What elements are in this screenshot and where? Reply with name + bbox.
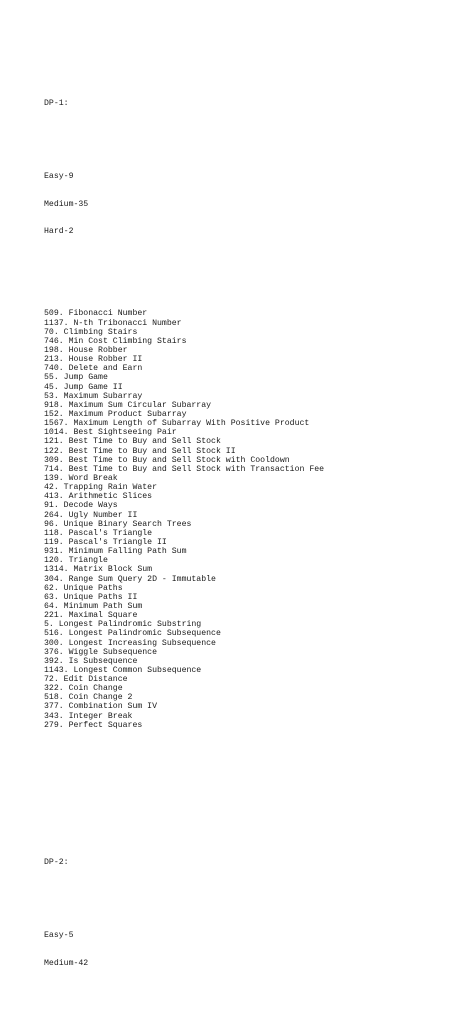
section-dp-2 bbox=[44, 840, 464, 1005]
problem-item: 45. Jump Game II bbox=[44, 382, 123, 392]
problem-item: 53. Maximum Subarray bbox=[44, 391, 143, 401]
problem-item: 96. Unique Binary Search Trees bbox=[44, 519, 192, 529]
problem-item: 392. Is Subsequence bbox=[44, 656, 138, 666]
problem-item: 279. Perfect Squares bbox=[44, 720, 143, 730]
problem-item: 213. House Robber II bbox=[44, 355, 143, 365]
problem-list bbox=[44, 309, 464, 729]
problem-item: 1143. Longest Common Subsequence bbox=[44, 665, 202, 675]
section-heading: DP-1: bbox=[44, 98, 69, 108]
difficulty-counts bbox=[44, 913, 464, 986]
problem-item: 264. Ugly Number II bbox=[44, 510, 138, 520]
problem-item: 1314. Matrix Block Sum bbox=[44, 565, 153, 575]
problem-item: 42. Trapping Rain Water bbox=[44, 483, 158, 493]
problem-item: 343. Integer Break bbox=[44, 711, 133, 721]
document-text bbox=[44, 44, 464, 1032]
problem-item: 322. Coin Change bbox=[44, 684, 123, 694]
problem-item: 1567. Maximum Length of Subarray With Positive Product bbox=[44, 419, 310, 429]
problem-item: 300. Longest Increasing Subsequence bbox=[44, 638, 216, 648]
problem-item: 91. Decode Ways bbox=[44, 501, 118, 511]
problem-item: 64. Minimum Path Sum bbox=[44, 601, 143, 611]
problem-item: 121. Best Time to Buy and Sell Stock bbox=[44, 437, 221, 447]
section-dp-1 bbox=[44, 81, 464, 749]
problem-item: 118. Pascal's Triangle bbox=[44, 528, 153, 538]
problem-item: 1137. N-th Tribonacci Number bbox=[44, 318, 182, 328]
problem-item: 516. Longest Palindromic Subsequence bbox=[44, 629, 221, 639]
problem-item: 55. Jump Game bbox=[44, 373, 108, 383]
problem-item: 1014. Best Sightseeing Pair bbox=[44, 428, 177, 438]
problem-item: 309. Best Time to Buy and Sell Stock with Cooldown bbox=[44, 455, 290, 465]
difficulty-counts bbox=[44, 154, 464, 255]
blank-line bbox=[44, 126, 464, 135]
problem-item: 221. Maximal Square bbox=[44, 611, 138, 621]
problem-item: 62. Unique Paths bbox=[44, 583, 123, 593]
blank-line bbox=[44, 886, 464, 895]
problem-item: 63. Unique Paths II bbox=[44, 592, 138, 602]
problem-item: 714. Best Time to Buy and Sell Stock with Transaction Fee bbox=[44, 464, 325, 474]
count-medium: Medium-35 bbox=[44, 199, 89, 209]
problem-item: 119. Pascal's Triangle II bbox=[44, 537, 167, 547]
problem-item: 139. Word Break bbox=[44, 473, 118, 483]
problem-item: 304. Range Sum Query 2D - Immutable bbox=[44, 574, 216, 584]
problem-item: 746. Min Cost Climbing Stairs bbox=[44, 336, 187, 346]
problem-item: 931. Minimum Falling Path Sum bbox=[44, 547, 187, 557]
problem-item: 70. Climbing Stairs bbox=[44, 327, 138, 337]
count-medium: Medium-42 bbox=[44, 958, 89, 968]
count-hard: Hard-2 bbox=[44, 227, 74, 237]
problem-item: 918. Maximum Sum Circular Subarray bbox=[44, 400, 212, 410]
section-heading: DP-2: bbox=[44, 858, 69, 868]
problem-item: 122. Best Time to Buy and Sell Stock II bbox=[44, 446, 236, 456]
count-easy: Easy-9 bbox=[44, 172, 74, 182]
problem-item: 198. House Robber bbox=[44, 346, 128, 355]
problem-item: 376. Wiggle Subsequence bbox=[44, 647, 158, 657]
problem-item: 740. Delete and Earn bbox=[44, 364, 143, 374]
blank-line bbox=[44, 776, 464, 803]
problem-item: 518. Coin Change 2 bbox=[44, 693, 133, 703]
problem-item: 509. Fibonacci Number bbox=[44, 309, 148, 319]
count-easy: Easy-5 bbox=[44, 931, 74, 941]
problem-item: 72. Edit Distance bbox=[44, 675, 128, 685]
problem-item: 413. Arithmetic Slices bbox=[44, 492, 153, 502]
problem-item: 152. Maximum Product Subarray bbox=[44, 409, 187, 419]
problem-item: 5. Longest Palindromic Substring bbox=[44, 620, 202, 630]
blank-line bbox=[44, 273, 464, 291]
problem-item: 377. Combination Sum IV bbox=[44, 702, 158, 712]
problem-item: 120. Triangle bbox=[44, 556, 108, 566]
